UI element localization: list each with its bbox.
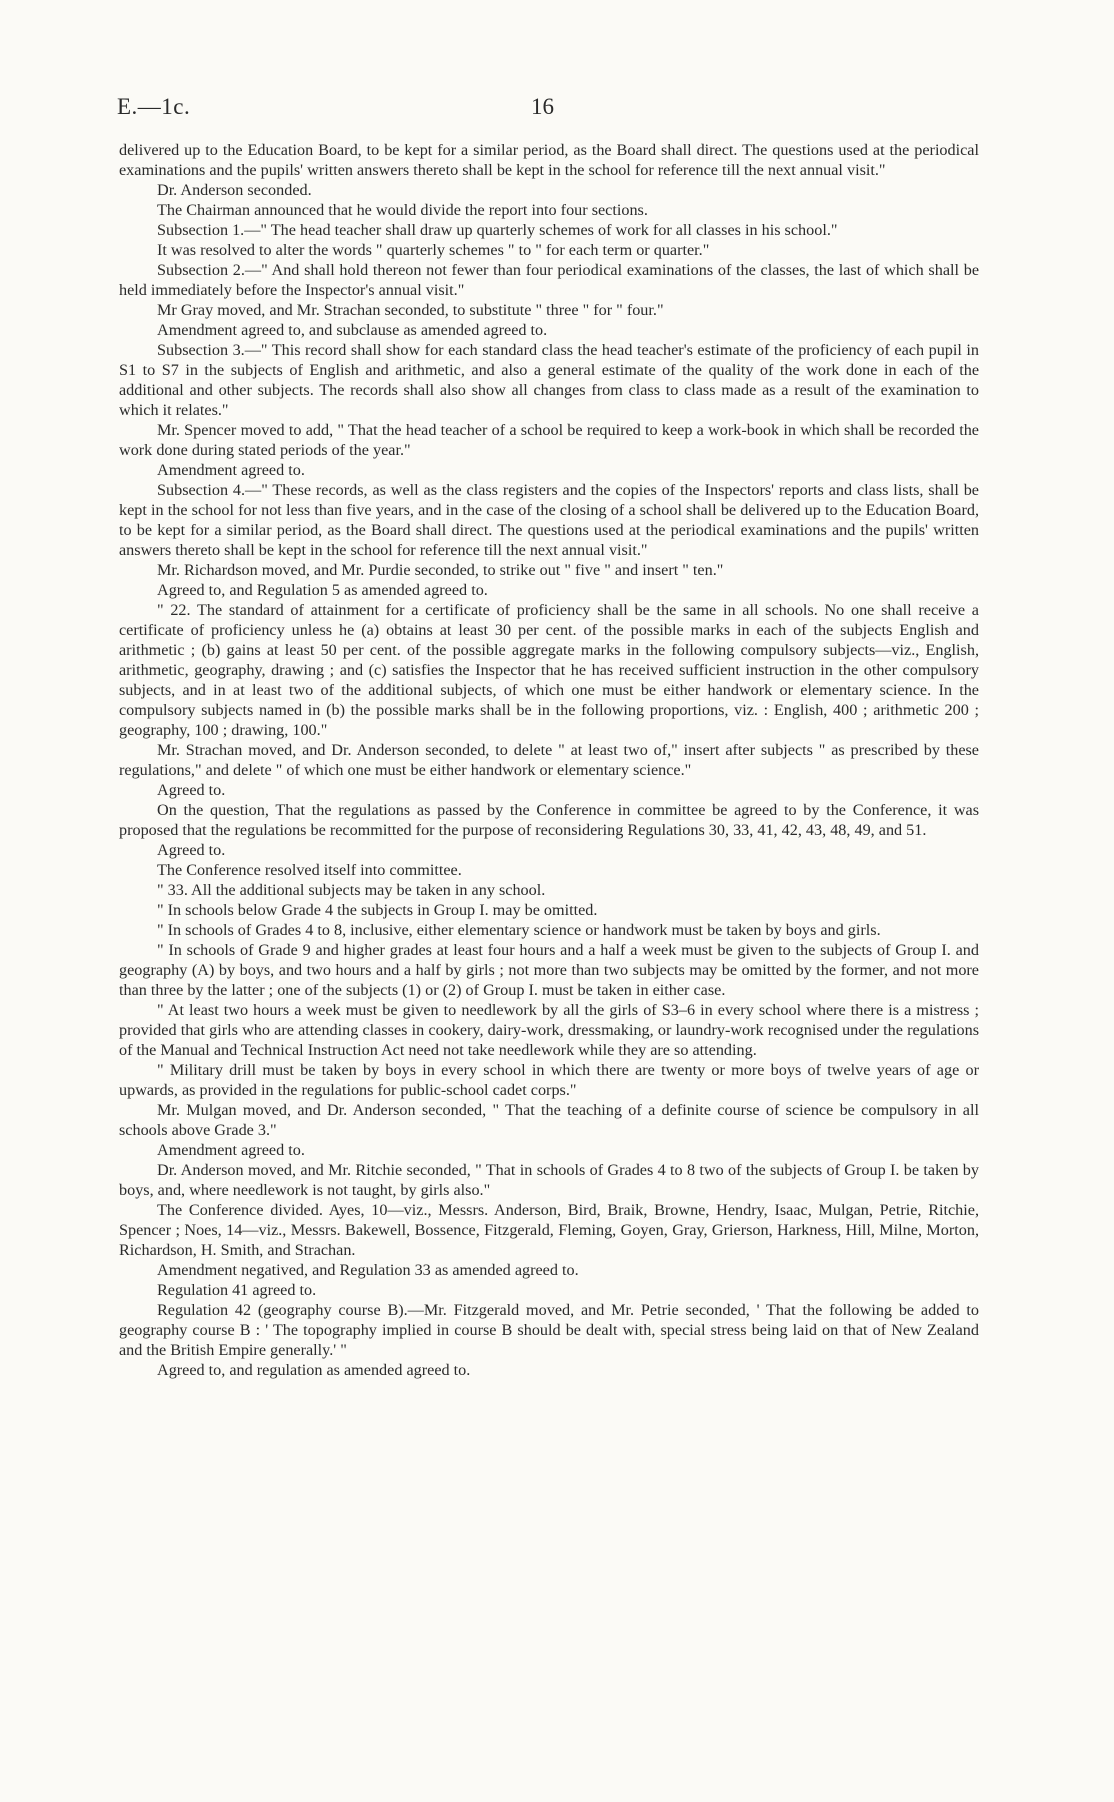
paragraph: Amendment agreed to, and subclause as amended agreed to. (157, 321, 548, 339)
paragraph: On the question, That the regulations as passed by the Conference in committee be agreed to by the Conference, it was proposed that the regulations be recommitted for the purpose of reconsidering Regulations 30, 33, 41, 42, 43, 48, 49, and 51. (119, 801, 979, 839)
paragraph: Amendment agreed to. (157, 1141, 305, 1159)
paragraph: Agreed to, and Regulation 5 as amended agreed to. (157, 581, 488, 599)
paragraph: The Conference resolved itself into committee. (157, 861, 462, 879)
paragraph: Mr. Spencer moved to add, " That the head teacher of a school be required to keep a work-book in which shall be recorded the work done during stated periods of the year." (119, 421, 979, 459)
paragraph: It was resolved to alter the words " quarterly schemes " to " for each term or quarter." (157, 241, 710, 259)
paragraph: " In schools of Grade 9 and higher grades at least four hours and a half a week must be given to the subjects of Group I. and geography (A) by boys, and two hours and a half by girls ; not more than two subjects may be omitted by the former, and not more than three by the latter ; one of the subjects (1) or (2) of Group I. must be taken in either case. (119, 941, 979, 999)
paragraph: Subsection 1.—" The head teacher shall draw up quarterly schemes of work for all classes in his school." (157, 221, 838, 239)
paragraph: Mr Gray moved, and Mr. Strachan seconded, to substitute " three " for " four." (157, 301, 664, 319)
paragraph: Mr. Strachan moved, and Dr. Anderson seconded, to delete " at least two of," insert after subjects " as prescribed by these regulations," and delete " of which one must be either handwork or elementary science." (119, 741, 979, 779)
paragraph: Regulation 42 (geography course B).—Mr. Fitzgerald moved, and Mr. Petrie seconded, ' That the following be added to geography course B : ' The topography implied in course B should be dealt with, special stress being laid on that of New Zealand and the British Empire generally.' " (119, 1301, 979, 1359)
document-body (119, 140, 979, 1380)
paragraph: " 22. The standard of attainment for a certificate of proficiency shall be the same in all schools. No one shall receive a certificate of proficiency unless he (a) obtains at least 30 per cent. of the possible marks in each of the subjects English and arithmetic ; (b) gains at least 50 per cent. of the possible aggregate marks in the following compulsory subjects—viz., English, arithmetic, geography, drawing ; and (c) satisfies the Inspector that he has received sufficient instruction in the other compulsory subjects, and in at least two of the additional subjects, of which one must be either handwork or elementary science. In the compulsory subjects named in (b) the possible marks shall be in the following proportions, viz. : English, 400 ; arithmetic 200 ; geography, 100 ; drawing, 100." (119, 601, 979, 739)
paragraph: Subsection 3.—" This record shall show for each standard class the head teacher's estimate of the proficiency of each pupil in S1 to S7 in the subjects of English and arithmetic, and also a general estimate of the quality of the work done in each of the additional and other subjects. The records shall also show all changes from class to class made as a result of the examination to which it relates." (119, 341, 979, 419)
page-number: 16 (531, 94, 554, 119)
paragraph: Mr. Richardson moved, and Mr. Purdie seconded, to strike out " five " and insert " ten." (157, 561, 724, 579)
paragraph: Agreed to, and regulation as amended agreed to. (157, 1361, 471, 1379)
paragraph: Amendment negatived, and Regulation 33 as amended agreed to. (157, 1261, 579, 1279)
paragraph: " In schools below Grade 4 the subjects in Group I. may be omitted. (157, 901, 598, 919)
paragraph: " 33. All the additional subjects may be taken in any school. (157, 881, 546, 899)
paragraph: Subsection 2.—" And shall hold thereon not fewer than four periodical examinations of the classes, the last of which shall be held immediately before the Inspector's annual visit." (119, 261, 979, 299)
paragraph: Amendment agreed to. (157, 461, 305, 479)
paragraph: Agreed to. (157, 841, 226, 859)
paragraph: Agreed to. (157, 781, 226, 799)
paragraph: Dr. Anderson seconded. (157, 181, 312, 199)
paragraph: " At least two hours a week must be given to needlework by all the girls of S3–6 in every school where there is a mistress ; provided that girls who are attending classes in cookery, dairy-work, dressmaking, or laundry-work recognised under the regulations of the Manual and Technical Instruction Act need not take needlework while they are so attending. (119, 1001, 979, 1059)
paragraph: The Conference divided. Ayes, 10—viz., Messrs. Anderson, Bird, Braik, Browne, Hendry, Isaac, Mulgan, Petrie, Ritchie, Spencer ; Noes, 14—viz., Messrs. Bakewell, Bossence, Fitzgerald, Fleming, Goyen, Gray, Grierson, Harkness, Hill, Milne, Morton, Richardson, H. Smith, and Strachan. (119, 1201, 979, 1259)
paragraph: The Chairman announced that he would divide the report into four sections. (157, 201, 648, 219)
paragraph: Regulation 41 agreed to. (157, 1281, 317, 1299)
paragraph: Dr. Anderson moved, and Mr. Ritchie seconded, " That in schools of Grades 4 to 8 two of the subjects of Group I. be taken by boys, and, where needlework is not taught, by girls also." (119, 1161, 979, 1199)
paragraph: " In schools of Grades 4 to 8, inclusive, either elementary science or handwork must be taken by boys and girls. (157, 921, 881, 939)
paragraph: " Military drill must be taken by boys in every school in which there are twenty or more boys of twelve years of age or upwards, as provided in the regulations for public-school cadet corps." (119, 1061, 979, 1099)
paragraph: delivered up to the Education Board, to be kept for a similar period, as the Board shall direct. The questions used at the periodical examinations and the pupils' written answers thereto shall be kept in the school for reference till the next annual visit." (119, 141, 979, 179)
paragraph: Mr. Mulgan moved, and Dr. Anderson seconded, " That the teaching of a definite course of science be compulsory in all schools above Grade 3." (119, 1101, 979, 1139)
paragraph: Subsection 4.—" These records, as well as the class registers and the copies of the Inspectors' reports and class lists, shall be kept in the school for not less than five years, and in the case of the closing of a school shall be delivered up to the Education Board, to be kept for a similar period, as the Board shall direct. The questions used at the periodical examinations and the pupils' written answers thereto shall be kept in the school for reference till the next annual visit." (119, 481, 979, 559)
page-reference: E.—1c. (117, 94, 191, 119)
